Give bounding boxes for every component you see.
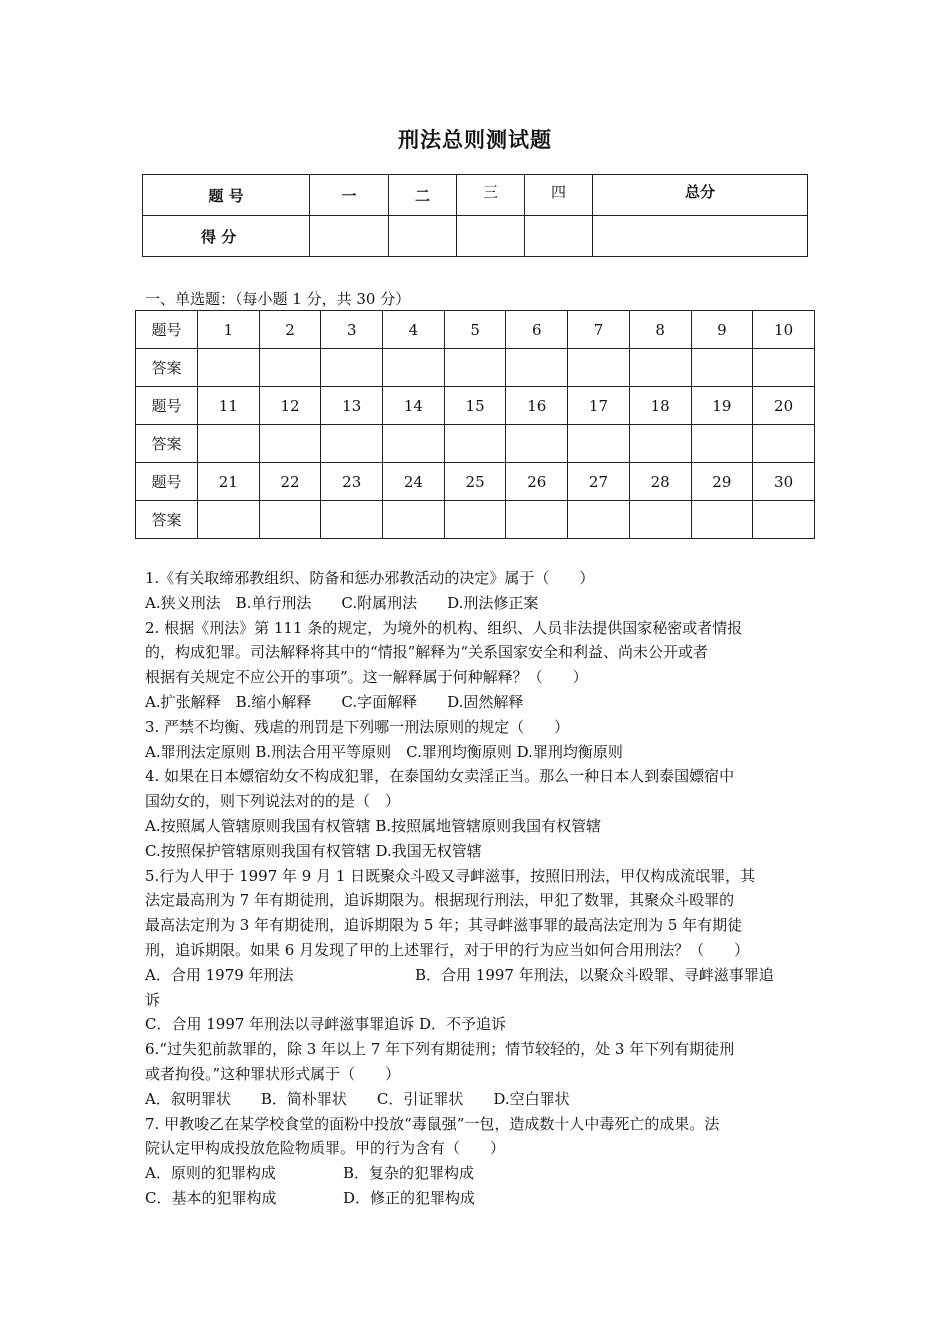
question-7-option-c: C．基本的犯罪构成	[145, 1188, 277, 1207]
score-col-total: 总分	[593, 175, 808, 216]
question-number: 22	[259, 463, 321, 501]
score-cell[interactable]	[525, 216, 593, 257]
question-number: 18	[629, 387, 691, 425]
answer-cell[interactable]	[691, 425, 753, 463]
answer-label: 答案	[136, 501, 198, 539]
answer-cell[interactable]	[259, 349, 321, 387]
question-2-line-2: 的，构成犯罪。司法解释将其中的“情报”解释为“关系国家安全和利益、尚未公开或者	[145, 643, 709, 662]
answer-cell[interactable]	[259, 425, 321, 463]
question-number: 21	[198, 463, 260, 501]
answer-cell[interactable]	[568, 501, 630, 539]
answer-cell[interactable]	[568, 349, 630, 387]
question-6-line-2: 或者拘役。”这种罪状形式属于（ ）	[145, 1064, 401, 1083]
answer-row	[136, 349, 815, 387]
question-4-line-1: 4. 如果在日本嫖宿幼女不构成犯罪，在泰国幼女卖淫正当。那么一种日本人到泰国嫖宿中	[145, 767, 735, 786]
answer-row	[136, 425, 815, 463]
question-5-options-cd: C．合用 1997 年刑法以寻衅滋事罪追诉 D．不予追诉	[145, 1015, 506, 1034]
answer-cell[interactable]	[383, 349, 445, 387]
number-label: 题号	[136, 311, 198, 349]
answer-cell[interactable]	[444, 425, 506, 463]
answer-number-row	[136, 387, 815, 425]
answer-cell[interactable]	[259, 501, 321, 539]
question-number: 5	[444, 311, 506, 349]
answer-cell[interactable]	[568, 425, 630, 463]
question-7-line-2: 院认定甲构成投放危险物质罪。甲的行为含有（ ）	[145, 1139, 506, 1158]
answer-cell[interactable]	[753, 349, 815, 387]
question-7-line-1: 7. 甲教唆乙在某学校食堂的面粉中投放“毒鼠强”一包，造成数十人中毒死亡的成果。法	[145, 1114, 720, 1133]
score-cell[interactable]	[310, 216, 389, 257]
question-7-option-d: D．修正的犯罪构成	[343, 1188, 476, 1207]
question-number: 7	[568, 311, 630, 349]
question-7-option-b: B．复杂的犯罪构成	[343, 1164, 475, 1183]
score-header-label: 题 号	[143, 175, 310, 216]
answer-cell[interactable]	[321, 349, 383, 387]
score-col-3: 三	[457, 175, 525, 216]
question-4-option-a: A.按照属人管辖原则我国有权管辖 B.按照属地管辖原则我国有权管辖	[145, 816, 602, 835]
question-1: 1.《有关取缔邪教组织、防备和惩办邪教活动的决定》属于（ ）	[145, 569, 595, 587]
answer-number-row	[136, 463, 815, 501]
question-number: 13	[321, 387, 383, 425]
answer-cell[interactable]	[198, 349, 260, 387]
answer-label: 答案	[136, 349, 198, 387]
score-col-1: 一	[310, 175, 389, 216]
answer-cell[interactable]	[753, 425, 815, 463]
question-number: 12	[259, 387, 321, 425]
answer-cell[interactable]	[629, 501, 691, 539]
question-number: 8	[629, 311, 691, 349]
question-number: 9	[691, 311, 753, 349]
score-cell[interactable]	[593, 216, 808, 257]
question-number: 14	[383, 387, 445, 425]
question-number: 28	[629, 463, 691, 501]
answer-cell[interactable]	[691, 501, 753, 539]
question-list	[145, 566, 810, 1211]
question-5-line-2: 法定最高刑为 7 年有期徒刑，追诉期限为。根据现行刑法，甲犯了数罪，其聚众斗殴罪的	[145, 891, 735, 910]
answer-cell[interactable]	[506, 425, 568, 463]
score-table	[142, 174, 808, 257]
question-5-option-b-cont: 诉	[145, 990, 161, 1009]
score-col-4: 四	[525, 175, 593, 216]
question-number: 24	[383, 463, 445, 501]
score-col-2: 二	[389, 175, 457, 216]
question-5-option-a: A．合用 1979 年刑法	[145, 965, 294, 984]
question-number: 25	[444, 463, 506, 501]
question-number: 2	[259, 311, 321, 349]
answer-label: 答案	[136, 425, 198, 463]
question-3: 3. 严禁不均衡、残虐的刑罚是下列哪一刑法原则的规定（ ）	[145, 717, 570, 736]
question-number: 16	[506, 387, 568, 425]
section-1-label: 一、单选题：（每小题 1 分，共 30 分）	[145, 290, 411, 308]
answer-cell[interactable]	[383, 501, 445, 539]
answer-table	[135, 310, 815, 539]
question-number: 10	[753, 311, 815, 349]
question-number: 30	[753, 463, 815, 501]
question-6-options: A．叙明罪状 B．简朴罪状 C．引证罪状 D.空白罪状	[145, 1089, 570, 1108]
answer-cell[interactable]	[506, 349, 568, 387]
score-row-label: 得 分	[143, 216, 310, 257]
question-number: 15	[444, 387, 506, 425]
score-cell[interactable]	[457, 216, 525, 257]
question-5-option-b: B．合用 1997 年刑法，以聚众斗殴罪、寻衅滋事罪追	[415, 965, 774, 984]
question-4-line-2: 国幼女的，则下列说法对的的是（ ）	[145, 792, 401, 811]
question-6-line-1: 6.“过失犯前款罪的，除 3 年以上 7 年下列有期徒刑；情节较轻的，处 3 年下列有期徒刑	[145, 1040, 735, 1059]
question-number: 26	[506, 463, 568, 501]
number-label: 题号	[136, 387, 198, 425]
number-label: 题号	[136, 463, 198, 501]
answer-cell[interactable]	[198, 501, 260, 539]
answer-cell[interactable]	[753, 501, 815, 539]
question-2-line-1: 2. 根据《刑法》第 111 条的规定，为境外的机构、组织、人员非法提供国家秘密或者情报	[145, 618, 743, 637]
question-number: 17	[568, 387, 630, 425]
answer-cell[interactable]	[691, 349, 753, 387]
question-3-options: A.罪刑法定原则 B.刑法合用平等原则 C.罪刑均衡原则 D.罪刑均衡原则	[145, 742, 623, 761]
answer-cell[interactable]	[629, 425, 691, 463]
question-2-line-3: 根据有关规定不应公开的事项”。这一解释属于何种解释？（ ）	[145, 668, 588, 687]
answer-cell[interactable]	[383, 425, 445, 463]
answer-row	[136, 501, 815, 539]
question-5-line-3: 最高法定刑为 3 年有期徒刑，追诉期限为 5 年；其寻衅滋事罪的最高法定刑为 5 年有期徒	[145, 916, 743, 935]
answer-cell[interactable]	[506, 501, 568, 539]
question-number: 23	[321, 463, 383, 501]
question-7-options-cd	[145, 1186, 810, 1211]
answer-cell[interactable]	[629, 349, 691, 387]
page-title: 刑法总则测试题	[398, 127, 552, 152]
score-value-row	[143, 216, 808, 257]
answer-number-row	[136, 311, 815, 349]
question-5-line-4: 刑，追诉期限。如果 6 月发现了甲的上述罪行，对于甲的行为应当如何合用刑法？（ ）	[145, 940, 750, 959]
question-1-options: A.狭义刑法 B.单行刑法 C.附属刑法 D.刑法修正案	[145, 593, 539, 612]
answer-cell[interactable]	[444, 501, 506, 539]
answer-cell[interactable]	[198, 425, 260, 463]
question-number: 27	[568, 463, 630, 501]
question-number: 20	[753, 387, 815, 425]
question-number: 29	[691, 463, 753, 501]
question-number: 1	[198, 311, 260, 349]
question-7-options-ab	[145, 1161, 810, 1186]
question-4-option-c: C.按照保护管辖原则我国有权管辖 D.我国无权管辖	[145, 841, 482, 860]
question-number: 19	[691, 387, 753, 425]
question-5-line-1: 5.行为人甲于 1997 年 9 月 1 日既聚众斗殴又寻衅滋事，按照旧刑法，甲仅构成流氓罪，其	[145, 866, 756, 885]
question-number: 11	[198, 387, 260, 425]
question-5-options-ab	[145, 963, 810, 988]
answer-cell[interactable]	[321, 501, 383, 539]
question-number: 6	[506, 311, 568, 349]
question-number: 3	[321, 311, 383, 349]
answer-cell[interactable]	[321, 425, 383, 463]
answer-cell[interactable]	[444, 349, 506, 387]
score-header-row	[143, 175, 808, 216]
question-number: 4	[383, 311, 445, 349]
question-2-options: A.扩张解释 B.缩小解释 C.字面解释 D.固然解释	[145, 692, 524, 711]
score-cell[interactable]	[389, 216, 457, 257]
question-7-option-a: A．原则的犯罪构成	[145, 1164, 276, 1183]
